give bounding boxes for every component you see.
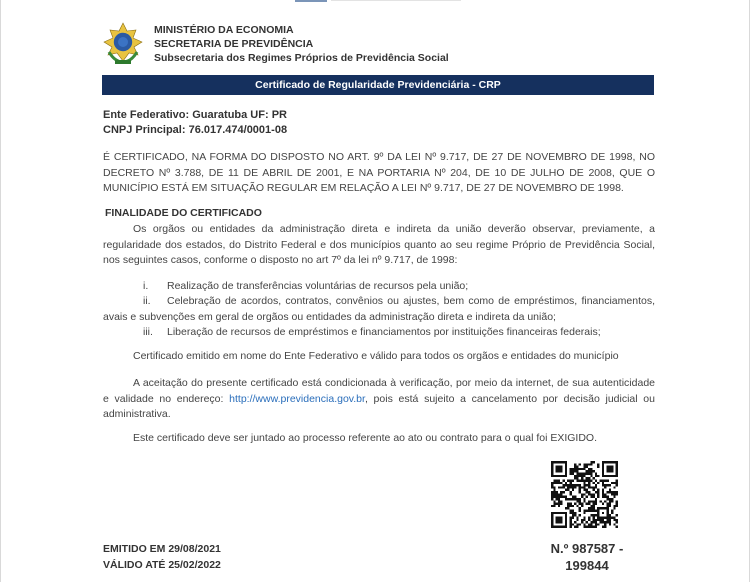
- certificate-number-line1: N.º 987587 -: [550, 541, 624, 556]
- list-item-number: i.: [143, 280, 149, 292]
- brazil-coat-of-arms-icon: [101, 22, 145, 66]
- list-item-text: Realização de transferências voluntárias de recursos pela união;: [167, 280, 469, 292]
- juntado-text: Este certificado deve ser juntado ao processo referente ao ato ou contrato para o qual foi EXIGIDO.: [133, 432, 598, 444]
- ministry-header: [154, 23, 449, 65]
- validity-dates: [103, 542, 221, 573]
- list-item-text: Celebração de acordos, contratos, convênios ou ajustes, bem como de empréstimos, financiamentos, avais e subvenções em geral de orgãos ou entidades da administração direta e indireta da união;: [103, 295, 655, 323]
- certificate-number-line2: 199844: [565, 558, 609, 573]
- emitido-date: EMITIDO EM 29/08/2021: [103, 543, 221, 555]
- finalidade-intro: Os orgãos ou entidades da administração direta e indireta da união deverão observar, previamente, a regularidade dos estados, do Distrito Federal e dos municípios quanto ao seu regime Próprio de Previdência Social, nos seguintes casos, conforme o disposto no art 7º da lei nº 9.717, de 1998:: [103, 223, 655, 266]
- aceitacao-after: , pois está sujeito a cancelamento por decisão judicial ou administrativa.: [103, 392, 655, 420]
- list-item: [103, 325, 655, 341]
- ente-info: [103, 108, 287, 138]
- ente-federativo: Ente Federativo: Guaratuba UF: PR: [103, 109, 287, 121]
- aceitacao-text: [103, 376, 655, 423]
- list-item-number: ii.: [143, 295, 151, 307]
- emitido-nome-text: Certificado emitido em nome do Ente Federativo e válido para todos os orgãos e entidades do município: [133, 350, 619, 362]
- list-item-text: Liberação de recursos de empréstimos e financiamentos por instituições financeiras federais;: [167, 326, 601, 338]
- cnpj-principal: CNPJ Principal: 76.017.474/0001-08: [103, 124, 288, 136]
- qr-code-icon: [551, 461, 618, 528]
- certificate-number: [541, 540, 633, 574]
- certification-statement: É CERTIFICADO, NA FORMA DO DISPOSTO NO ART. 9º DA LEI Nº 9.717, DE 27 DE NOVEMBRO DE 1998, NO DECRETO Nº 3.788, DE 11 DE ABRIL DE 2001, E NA PORTARIA Nº 204, DE 10 DE JULHO DE 2008, QUE O MUNICÍPIO ESTÁ EM SITUAÇÃO REGULAR EM RELAÇÃO A LEI Nº 9.717, DE 27 DE NOVEMBRO DE 1998.: [103, 151, 655, 194]
- list-item-number: iii.: [143, 326, 153, 338]
- list-item: [103, 279, 655, 295]
- top-tab-indicator: [295, 0, 327, 2]
- certificate-title-banner: Certificado de Regularidade Previdenciária - CRP: [102, 75, 654, 95]
- ministry-name: MINISTÉRIO DA ECONOMIA: [154, 24, 294, 36]
- finalidade-title: FINALIDADE DO CERTIFICADO: [105, 207, 262, 219]
- secretariat-name: SECRETARIA DE PREVIDÊNCIA: [154, 38, 314, 50]
- aceitacao-before: A aceitação do presente certificado está condicionada à verificação, por meio da internet, de sua autenticidade e validade no endereço:: [103, 377, 655, 405]
- top-divider: [331, 0, 461, 1]
- valido-date: VÁLIDO ATÉ 25/02/2022: [103, 558, 221, 571]
- subsecretariat-name: Subsecretaria dos Regimes Próprios de Previdência Social: [154, 52, 449, 64]
- previdencia-link[interactable]: http://www.previdencia.gov.br: [229, 392, 365, 405]
- list-item: [103, 294, 655, 325]
